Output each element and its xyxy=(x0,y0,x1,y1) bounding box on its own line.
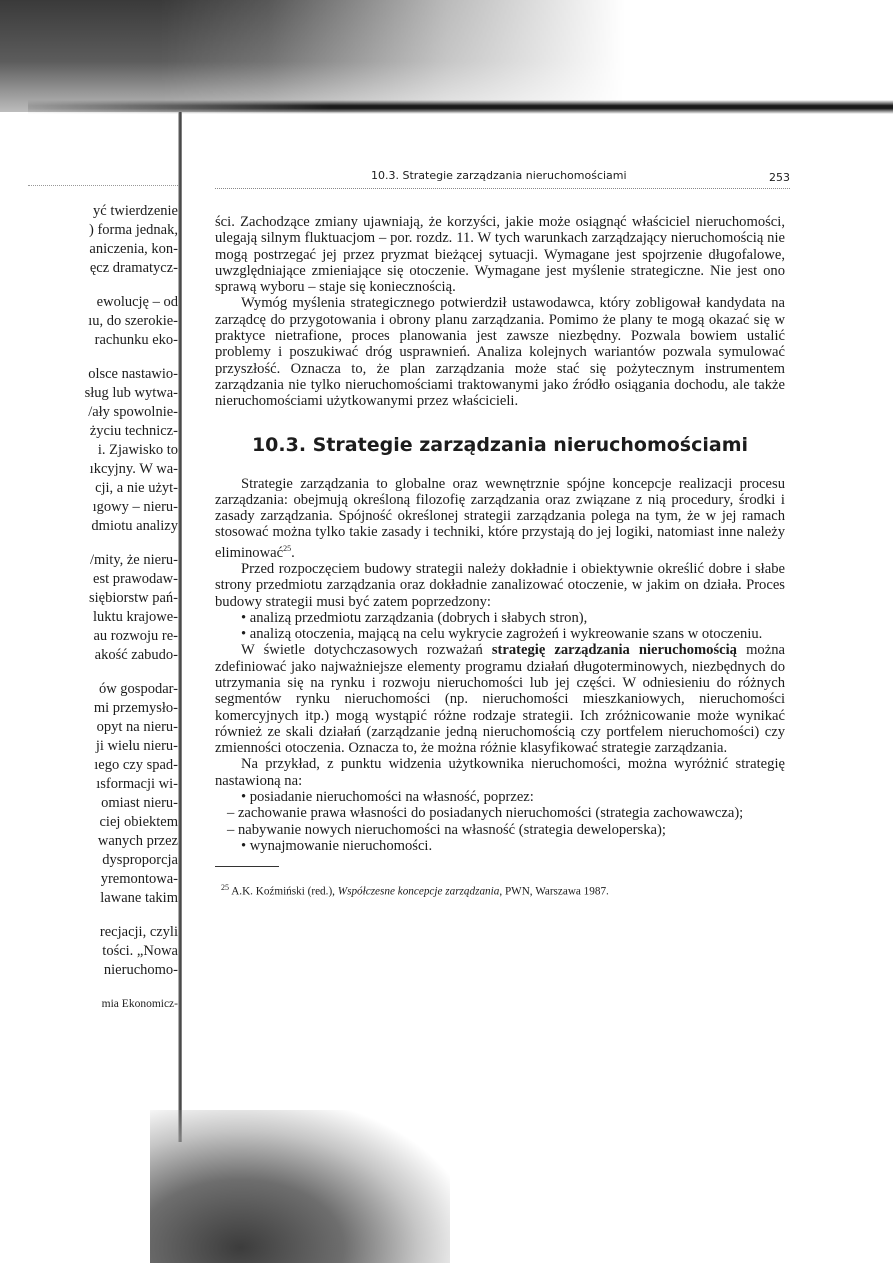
left-page-line: tości. „Nowa xyxy=(102,943,178,959)
running-header xyxy=(215,169,790,191)
left-page-gap xyxy=(28,908,178,923)
left-page-gap xyxy=(28,665,178,680)
scan-edge-rule xyxy=(28,100,893,114)
scan-shadow-bottom xyxy=(150,1110,450,1263)
left-page-line: ęcz dramatycz- xyxy=(89,260,178,276)
footnote-rule xyxy=(215,866,279,867)
left-page-lines xyxy=(28,202,178,980)
left-page-line: sług lub wytwa- xyxy=(84,385,178,401)
left-page-line: akość zabudo- xyxy=(94,647,178,663)
left-page-line: yć twierdzenie xyxy=(93,203,178,219)
bullet-item: • analizą otoczenia, mającą na celu wykrycie zagrożeń i wykreowanie szans w otoczeniu. xyxy=(241,626,763,643)
left-page-line: aniczenia, kon- xyxy=(89,241,178,257)
paragraph-strategy-building: Przed rozpoczęciem budowy strategii należy dokładnie i obiektywnie określić dobre i słabe strony przedmiotu zarządzania oraz dokładnie zanalizować otoczenie, w jakim on działa. Proces budowy strategii musi być zatem poprzedzony: xyxy=(215,560,785,610)
left-page-line: ıkcyjny. W wa- xyxy=(89,461,178,477)
paragraph-continuation: ści. Zachodzące zmiany ujawniają, że korzyści, jakie może osiągnąć właściciel nieruchomości, ulegają silnym fluktuacjom – por. rozdz. 11. W tych warunkach zarządzający nieruchomością nie mogą postrzegać jej przez pryzmat bieżącej sytuacji. Wymagane jest spojrzenie długofalowe, uwzględniające zmieniające się otoczenie. Wymagane jest myślenie strategiczne. Nie jest ono sprawą wyboru – staje się koniecznością. xyxy=(215,214,785,296)
section-heading: 10.3. Strategie zarządzania nieruchomościami xyxy=(251,433,749,456)
left-page-line: ıu, do szerokie- xyxy=(88,313,178,329)
page-body xyxy=(215,214,785,899)
left-page-line: rachunku eko- xyxy=(94,332,178,348)
left-page-line: /mity, że nieru- xyxy=(89,552,178,568)
page-number: 253 xyxy=(769,171,790,184)
left-page-line: au rozwoju re- xyxy=(93,628,178,644)
left-page-footer: mia Ekonomicz- xyxy=(101,998,178,1010)
book-spine xyxy=(178,112,182,1142)
bold-term: strategię zarządzania nieruchomością xyxy=(491,642,737,659)
paragraph-strategic-thinking: Wymóg myślenia strategicznego potwierdził ustawodawca, który zobligował kandydata na zarządcę do przygotowania i obrony planu zarządzania. Pomimo że plany te mogą okazać się w praktyce nietrafione, proces planowania jest zawsze niezbędny. Pozwala bowiem ustalić problemy i poszukiwać dróg usprawnień. Analiza kolejnych wariantów pozwala symulować przyszłość. Oznacza to, że plan zarządzania może stać się pożytecznym instrumentem zarządzania nie tylko nieruchomościami traktowanymi jako źródło osiągania dochodu, ale także nieruchomościami użytkowanymi przez właścicieli. xyxy=(215,295,785,410)
paragraph-strategy-definition: W świetle dotychczasowych rozważań strategię zarządzania nieruchomością można zdefiniować jako najważniejsze elementy programu działań długoterminowych, niezbędnych do utrzymania się na rynku i rozwoju nieruchomości lub jej części. W odniesieniu do różnych segmentów rynku nieruchomości (np. nieruchomości mieszkaniowych, nieruchomości komercyjnych itp.) mogą wystąpić różne rodzaje strategii. Ich zróżnicowanie może wynikać również ze skali działań (zarządzanie jedną nieruchomością czy portfelem nieruchomości) czy zmienności otoczenia. Oznacza to, że można różnie klasyfikować strategie zarządzania. xyxy=(215,642,785,757)
left-page-line: siębiorstw pań- xyxy=(89,590,178,606)
header-rule xyxy=(215,188,790,189)
left-page-gap xyxy=(28,278,178,293)
dash-item: – nabywanie nowych nieruchomości na własność (strategia deweloperska); xyxy=(227,821,666,838)
dash-item: – zachowanie prawa własności do posiadanych nieruchomości (strategia zachowawcza); xyxy=(227,805,744,822)
bullet-item: • analizą przedmiotu zarządzania (dobrych i słabych stron), xyxy=(241,609,588,626)
running-title: 10.3. Strategie zarządzania nieruchomościami xyxy=(371,169,627,182)
footnote-title: Współczesne koncepcje zarządzania xyxy=(337,885,500,898)
left-page-line: ciej obiektem xyxy=(99,814,178,830)
left-page-line: yremontowa- xyxy=(100,871,178,887)
left-page-line: życiu technicz- xyxy=(89,423,178,439)
left-page-rule xyxy=(28,185,178,187)
footnote-ref: 25 xyxy=(283,543,292,553)
scan-shadow-top xyxy=(0,0,893,112)
left-page-line: dysproporcja xyxy=(102,852,178,868)
left-page-line: ów gospodar- xyxy=(98,681,178,697)
left-page-line: nieruchomo- xyxy=(103,962,178,978)
left-page-line: /ały spowolnie- xyxy=(88,404,178,420)
footnote: $^{25}$ A.K. Koźmiński (red.), Współczesne koncepcje zarządzania, PWN, Warszawa 1987. xyxy=(221,883,609,898)
left-page-line: mi przemysło- xyxy=(93,700,178,716)
left-page-line: wanych przez xyxy=(97,833,178,849)
left-page-line: i. Zjawisko to xyxy=(97,442,178,458)
bullet-item: • posiadanie nieruchomości na własność, poprzez: xyxy=(241,789,534,806)
left-page-line: luktu krajowe- xyxy=(93,609,178,625)
left-page-line: est prawodaw- xyxy=(93,571,178,587)
bullet-item: • wynajmowanie nieruchomości. xyxy=(241,837,433,854)
left-page-line: ısformacji wi- xyxy=(96,776,178,792)
left-page-line: cji, a nie użyt- xyxy=(95,480,178,496)
left-page-line: ji wielu nieru- xyxy=(95,738,178,754)
left-page-line: ewolucję – od xyxy=(96,294,178,310)
left-page-gap xyxy=(28,536,178,551)
left-page-line: omiast nieru- xyxy=(101,795,178,811)
paragraph-definition: Strategie zarządzania to globalne oraz wewnętrznie spójne koncepcje realizacji procesu zarządzania: obejmują określoną filozofię zarządzania oraz związane z nią procedury, środki i zasady zarządzania. Spójność określonej strategii zarządzania polega na tym, że w jej ramach stosować można tylko takie zasady i techniki, które przystają do jej logiki, natomiast inne należy eliminować$^{25}$. xyxy=(215,475,785,561)
left-page-line: lawane takim xyxy=(100,890,178,906)
left-page-line: ) forma jednak, xyxy=(89,222,178,238)
left-page-line: opyt na nieru- xyxy=(96,719,178,735)
paragraph-example: Na przykład, z punktu widzenia użytkownika nieruchomości, można wyróżnić strategię nastawioną na: xyxy=(215,756,785,789)
left-page-fragment xyxy=(28,180,178,1014)
left-page-line: ıego czy spad- xyxy=(94,757,178,773)
left-page-line: olsce nastawio- xyxy=(88,366,178,382)
left-page-gap xyxy=(28,350,178,365)
left-page-line: dmiotu analizy xyxy=(91,518,178,534)
left-page-line: ıgowy – nieru- xyxy=(92,499,178,515)
left-page-line: recjacji, czyli xyxy=(99,924,178,940)
